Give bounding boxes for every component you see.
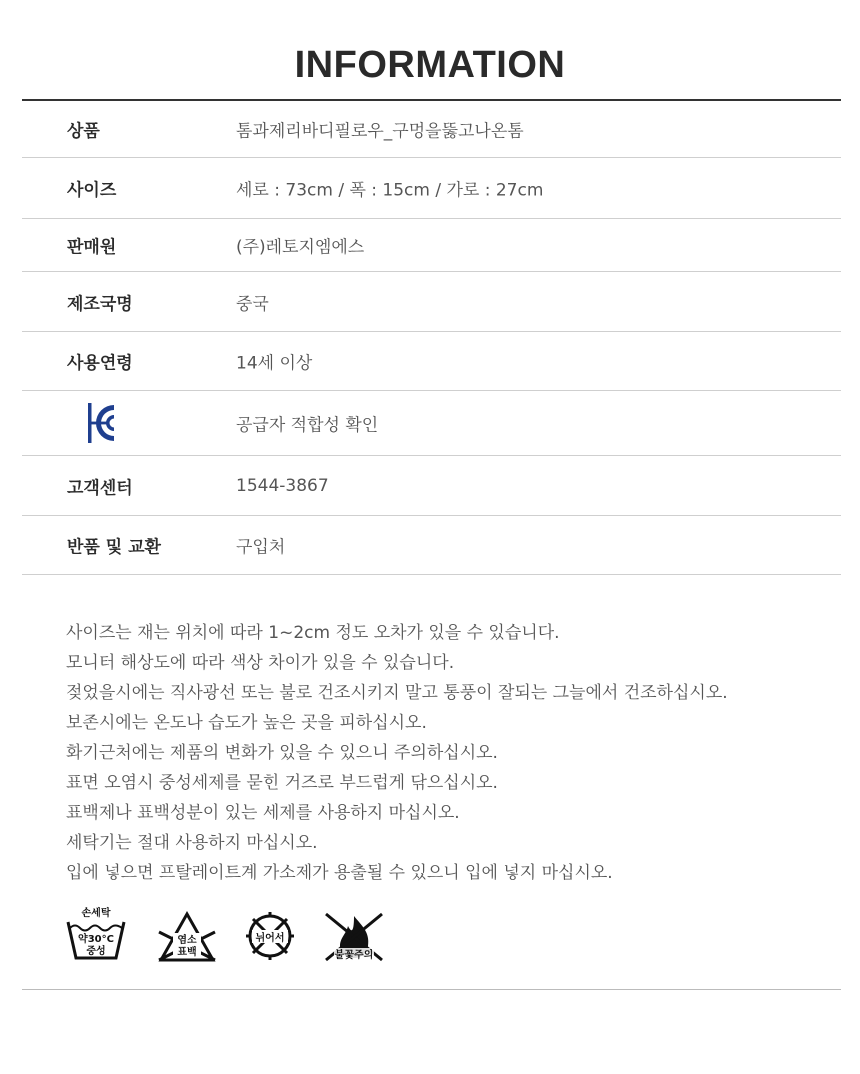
note-item: 화기근처에는 제품의 변화가 있을 수 있으니 주의하십시오. xyxy=(66,743,498,763)
info-row-kc xyxy=(22,391,841,456)
note-item: 보존시에는 온도나 습도가 높은 곳을 피하십시오. xyxy=(66,713,427,733)
info-row-size xyxy=(22,158,841,219)
row-value: 공급자 적합성 확인 xyxy=(236,415,379,436)
row-value: 14세 이상 xyxy=(236,353,313,374)
bleach-line1: 염소 xyxy=(177,935,197,946)
row-label: 사용연령 xyxy=(67,353,133,374)
info-row-customer-center xyxy=(22,456,841,516)
row-label: 고객센터 xyxy=(67,478,133,498)
fire-warning-label: 불꽃주의 xyxy=(334,950,374,961)
info-row-return xyxy=(22,516,841,575)
info-row-product xyxy=(22,101,841,158)
row-value: 구입처 xyxy=(236,537,286,558)
no-tumble-dry-icon xyxy=(244,904,296,964)
note-item: 표백제나 표백성분이 있는 세제를 사용하지 마십시오. xyxy=(66,803,460,823)
row-value: 세로 : 73cm / 폭 : 15cm / 가로 : 27cm xyxy=(236,180,544,201)
row-label: 상품 xyxy=(67,121,100,142)
no-fire-icon xyxy=(322,904,386,964)
row-value: (주)레토지엠에스 xyxy=(236,237,365,258)
no-bleach-icon xyxy=(156,904,218,964)
care-notes xyxy=(66,618,826,888)
note-item: 입에 넣으면 프탈레이트계 가소제가 용출될 수 있으니 입에 넣지 마십시오. xyxy=(66,863,613,883)
note-item: 젖었을시에는 직사광선 또는 불로 건조시키지 말고 통풍이 잘되는 그늘에서 건조하십시오. xyxy=(66,683,728,703)
note-item: 사이즈는 재는 위치에 따라 1~2cm 정도 오차가 있을 수 있습니다. xyxy=(66,623,560,643)
info-row-age xyxy=(22,332,841,391)
page-title: INFORMATION xyxy=(294,44,566,86)
bleach-line2: 표백 xyxy=(177,947,197,958)
info-row-seller xyxy=(22,219,841,272)
row-label: 판매원 xyxy=(67,237,117,258)
row-value: 중국 xyxy=(236,294,269,314)
note-item: 모니터 해상도에 따라 색상 차이가 있을 수 있습니다. xyxy=(66,653,455,673)
info-table xyxy=(22,101,841,575)
bottom-divider xyxy=(22,989,841,990)
note-item: 표면 오염시 중성세제를 묻힌 거즈로 부드럽게 닦으십시오. xyxy=(66,773,498,793)
hand-wash-temp: 약30°C xyxy=(78,934,114,945)
info-row-origin xyxy=(22,272,841,332)
kc-certification-icon xyxy=(88,403,114,443)
row-value: 톰과제리바디필로우_구멍을뚫고나온톰 xyxy=(236,121,524,142)
row-label: 제조국명 xyxy=(67,294,133,314)
note-item: 세탁기는 절대 사용하지 마십시오. xyxy=(66,833,318,853)
hand-wash-detergent: 중성 xyxy=(86,946,106,957)
row-label: 사이즈 xyxy=(67,180,117,201)
hand-wash-icon xyxy=(64,904,128,964)
row-label: 반품 및 교환 xyxy=(67,537,161,558)
lay-flat-label: 뉘어서 xyxy=(255,933,285,944)
hand-wash-top-label: 손세탁 xyxy=(81,908,111,919)
row-value: 1544-3867 xyxy=(236,475,329,496)
